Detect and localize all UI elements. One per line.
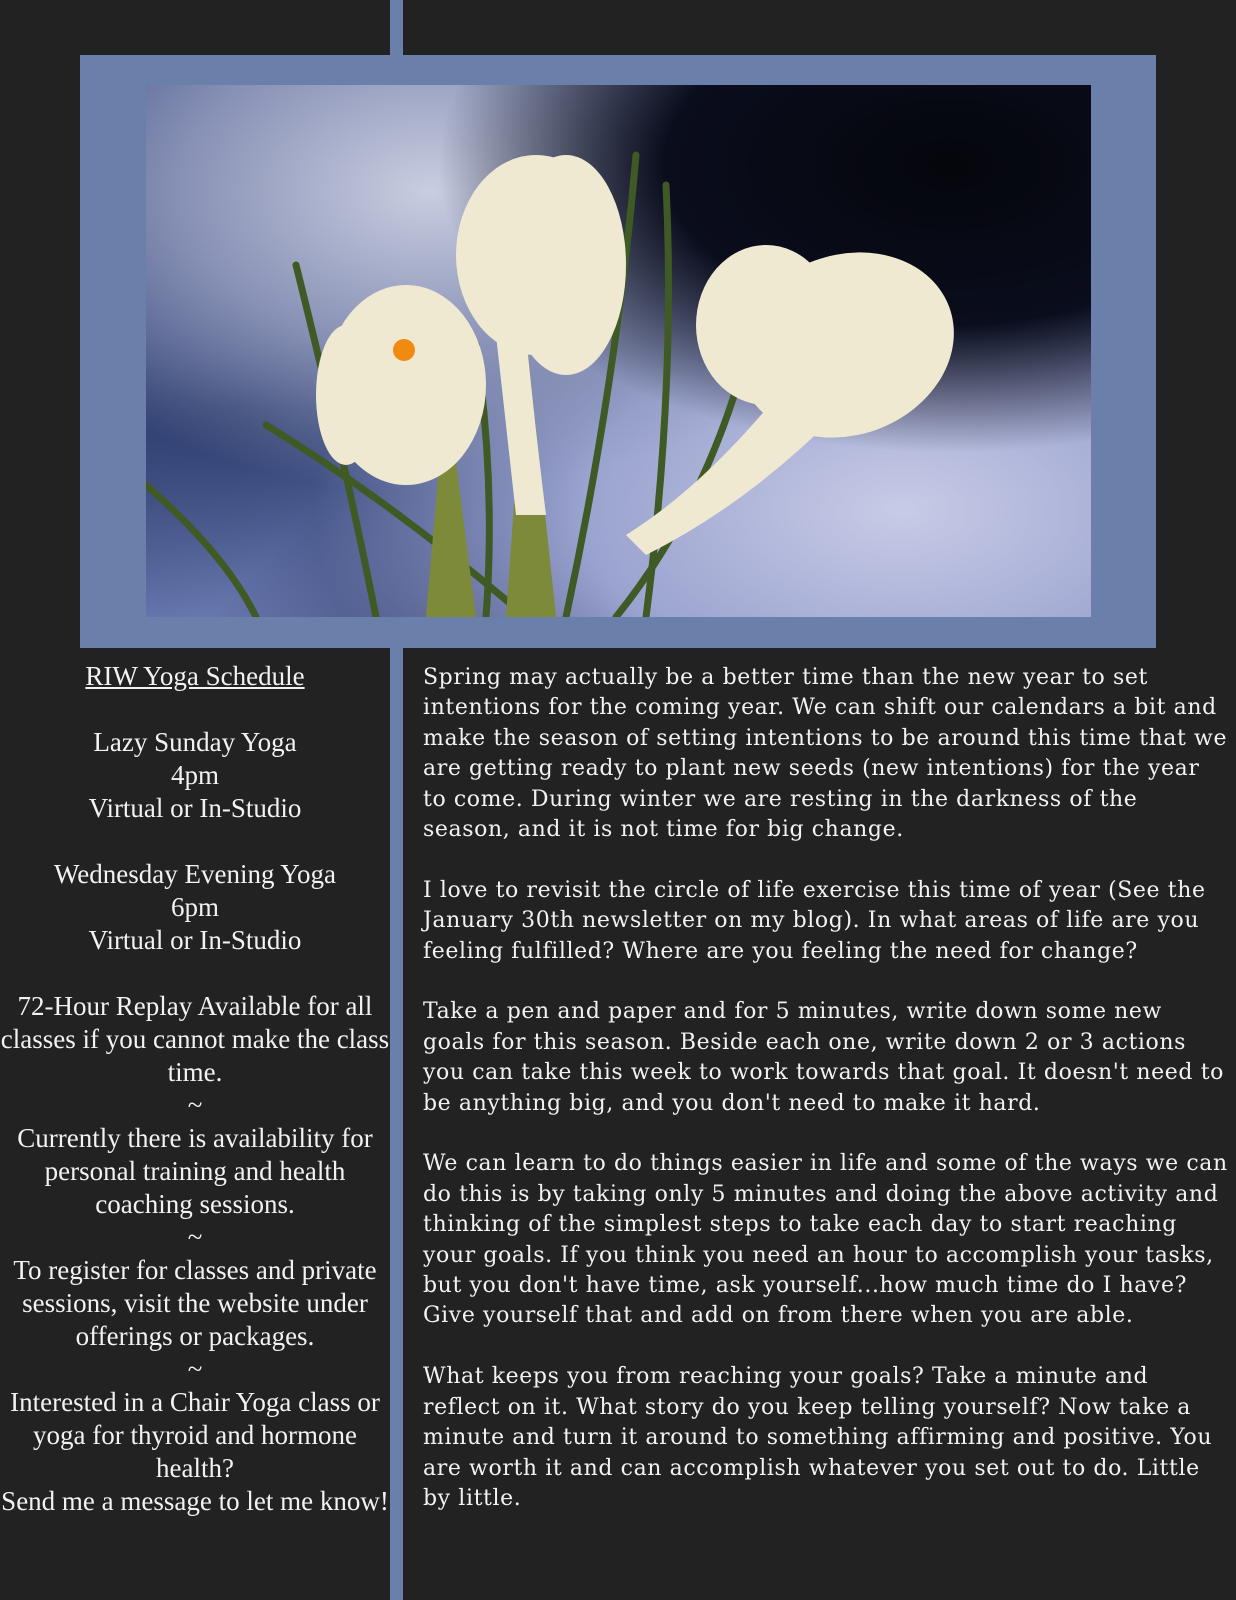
class-time: 6pm: [170, 892, 219, 922]
class-name: Lazy Sunday Yoga: [93, 727, 297, 757]
crocus-illustration: [146, 85, 1091, 617]
article-paragraph: I love to revisit the circle of life exercise this time of year (See the January 30th newsletter on my blog). In what areas of life are you feeling fulfilled? Where are you feeling the need for change?: [423, 877, 1206, 964]
article-column: [423, 663, 1228, 1545]
article-paragraph: Take a pen and paper and for 5 minutes, write down some new goals for this season. Beside each one, write down 2 or 3 actions you can take this week to work towards that goal. It doesn't need to be anything big, and you don't need to make it hard.: [423, 999, 1224, 1116]
photo-frame: [80, 55, 1156, 648]
separator: ~: [187, 1090, 203, 1120]
replay-note: 72-Hour Replay Available for all classes if you cannot make the class time.: [0, 991, 390, 1087]
crocus-photo: [146, 85, 1091, 617]
separator: ~: [187, 1222, 203, 1252]
article-paragraph: What keeps you from reaching your goals? Take a minute and reflect on it. What story do you keep telling yourself? Now take a minute and turn it around to something affirming and positive. You are worth it and can accomplish whatever you set out to do. Little by little.: [423, 1364, 1213, 1511]
availability-note: Currently there is availability for personal training and health coaching sessions.: [17, 1123, 373, 1219]
class-name: Wednesday Evening Yoga: [53, 859, 337, 889]
separator: ~: [187, 1354, 203, 1384]
article-paragraph: Spring may actually be a better time than the new year to set intentions for the coming year. We can shift our calendars a bit and make the season of setting intentions to be around this time that we are getting ready to plant new seeds (new intentions) for the year to come. During winter we are resting in the darkness of the season, and it is not time for big change.: [423, 665, 1228, 843]
register-note: To register for classes and private sessions, visit the website under offerings or packages.: [13, 1255, 377, 1351]
flower-stamen: [393, 339, 415, 361]
message-note: Send me a message to let me know!: [1, 1486, 389, 1516]
article-paragraph: We can learn to do things easier in life and some of the ways we can do this is by taking only 5 minutes and doing the above activity and thinking of the simplest steps to take each day to start reaching your goals. If you think you need an hour to accomplish your tasks, but you don't have time, ask yourself...how much time do I have? Give yourself that and add on from there when you are able.: [423, 1151, 1228, 1329]
class-mode: Virtual or In-Studio: [88, 793, 302, 823]
schedule-title: RIW Yoga Schedule: [85, 661, 305, 691]
schedule-column: [0, 660, 390, 1518]
chair-yoga-note: Interested in a Chair Yoga class or yoga for thyroid and hormone health?: [10, 1387, 380, 1483]
class-time: 4pm: [170, 760, 219, 790]
class-mode: Virtual or In-Studio: [88, 925, 302, 955]
